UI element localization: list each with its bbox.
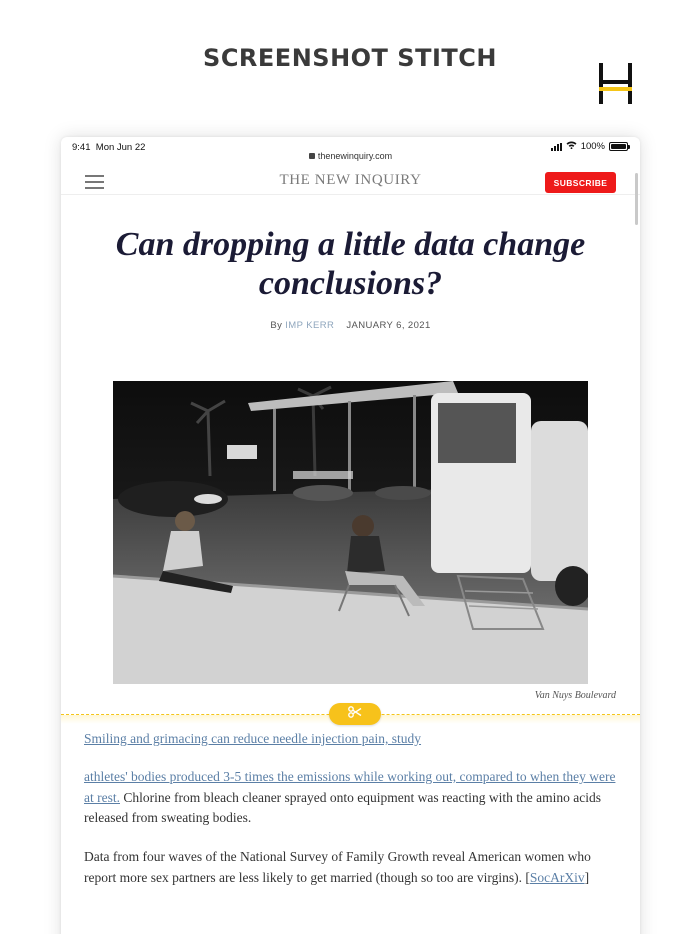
- lock-icon: [309, 153, 315, 159]
- link-socarxiv[interactable]: SocArXiv: [529, 869, 585, 885]
- paragraph-3-end: ]: [584, 869, 590, 885]
- stitch-logo-icon: [597, 63, 634, 104]
- paragraph-3-text: Data from four waves of the National Survey of Family Growth reveal American women who report more sex partners are less likely to get married (though so too are virgins). [: [84, 849, 591, 885]
- paragraph-2-text: Chlorine from bleach cleaner sprayed onto equipment was reacting with the amino acids released from sweating bodies.: [84, 789, 601, 825]
- app-title: SCREENSHOT STITCH: [203, 44, 497, 72]
- article-title: Can dropping a little data change conclusions?: [115, 226, 586, 302]
- status-time-date: 9:41 Mon Jun 22: [72, 142, 146, 153]
- paragraph-2: [84, 767, 620, 829]
- subscribe-button[interactable]: SUBSCRIBE: [545, 172, 616, 193]
- scissors-icon: [348, 705, 362, 723]
- url-bar[interactable]: [61, 151, 640, 161]
- url-text: thenewinquiry.com: [317, 151, 393, 161]
- scrollbar-thumb[interactable]: [635, 173, 638, 225]
- site-header: [61, 167, 640, 195]
- byline-prefix: By: [270, 320, 283, 331]
- battery-percent: 100%: [580, 141, 605, 152]
- link-athletes-emissions[interactable]: athletes' bodies produced 3-5 times the emissions while working out, compared to when they were at rest.: [84, 769, 616, 805]
- author-link[interactable]: IMP KERR: [285, 320, 335, 331]
- site-logo[interactable]: THE NEW INQUIRY: [279, 172, 422, 188]
- scissors-button[interactable]: [329, 703, 381, 725]
- paragraph-1: [84, 729, 620, 750]
- image-caption: Van Nuys Boulevard: [534, 690, 616, 701]
- publish-date: JANUARY 6, 2021: [346, 320, 431, 331]
- byline: [61, 320, 640, 331]
- link-smiling-study[interactable]: Smiling and grimacing can reduce needle injection pain, study: [84, 731, 422, 746]
- signal-icon: [551, 143, 562, 151]
- paragraph-3: [84, 847, 620, 888]
- battery-icon: [609, 142, 628, 151]
- device-frame: [61, 137, 640, 934]
- hero-photo: [113, 381, 588, 684]
